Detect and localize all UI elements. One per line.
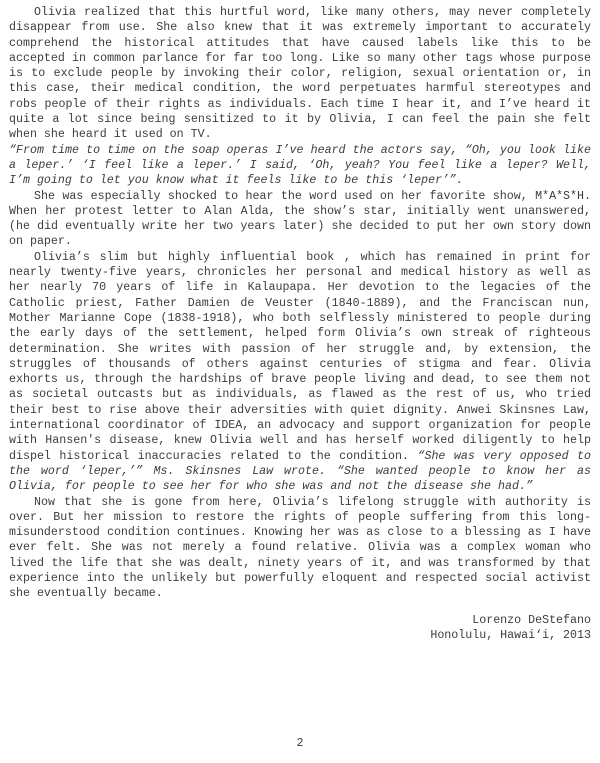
signature-block [9,613,591,644]
paragraph-book-legacy-quoted-text: “She was very opposed to the word ‘leper,’” Ms. Skinsnes Law wrote. “She wanted people to know her as Olivia, for people to see her for who she was and not the disease she had.” [9,449,591,494]
paragraph-olivia-realized: Olivia realized that this hurtful word, like many others, may never completely disappear from use. She also knew that it was extremely important to accurately comprehend the historical attitudes that have caused labels like this to be accepted in common parlance for far too long. Like so many other tags whose purpose is to exclude people by invoking their color, religion, sexual orientation or, in this case, their medical condition, the word perpetuates harmful stereotypes and robs people of their rights as individuals. Each time I hear it, and I’ve heard it quite a lot since being sensitized to it by Olivia, I can feel the pain she felt when she heard it used on TV. [9,6,591,142]
signature-location-date: Honolulu, Hawai‘i, 2013 [430,628,591,642]
paragraph-closing: Now that she is gone from here, Olivia’s lifelong struggle with authority is over. But her mission to restore the rights of people suffering from this long-misunderstood condition continues. Knowing her was as close to a blessing as I have ever felt. She was not merely a found relative. Olivia was a complex woman who lived the life that she was dealt, ninety years of it, and was transformed by that experience into the unlikely but powerfully eloquent and respected social activist she eventually became. [9,495,591,601]
signature-author: Lorenzo DeStefano [472,613,591,627]
paragraph-mash-letter: She was especially shocked to hear the word used on her favorite show, M*A*S*H. When her protest letter to Alan Alda, the show’s star, initially went unanswered, (he did eventually write her two years later) she decided to put her own story down on paper. [9,189,591,249]
paragraph-book-legacy [9,250,591,495]
block-quote-soap-operas: “From time to time on the soap operas I’ve heard the actors say, “Oh, you look like a leper.’ ‘I feel like a leper.’ I said, ‘Oh, yeah? You feel like a leper? Well, I’m going to let you know what it feels like to be this ‘leper’”. [9,143,591,188]
page-number: 2 [296,736,304,750]
paragraph-book-legacy-normal-text: Olivia’s slim but highly influential book , which has remained in print for nearly twenty-five years, chronicles her personal and medical history as well as her nearly 70 years of life in Kalaupapa. Her devotion to the legacies of the Catholic priest, Father Damien de Veuster (1840-1889), and the Franciscan nun, Mother Marianne Cope (1838-1918), who both selflessly ministered to people during the early days of the settlement, helped form Olivia’s own streak of righteous determination. She writes with passion of her struggle and, by extension, the struggles of thousands of others against centuries of stigma and fear. Olivia exhorts us, through the hardships of brave people living and dead, to see them not as societal outcasts but as individuals, as flawed as the rest of us, who tried their best to rise above their adversities with quiet dignity. Anwei Skinsnes Law, international coordinator of IDEA, an advocacy and support organization for people with Hansen's disease, knew Olivia well and has herself worked diligently to help dispel historical inaccuracies related to the condition. [9,250,591,463]
